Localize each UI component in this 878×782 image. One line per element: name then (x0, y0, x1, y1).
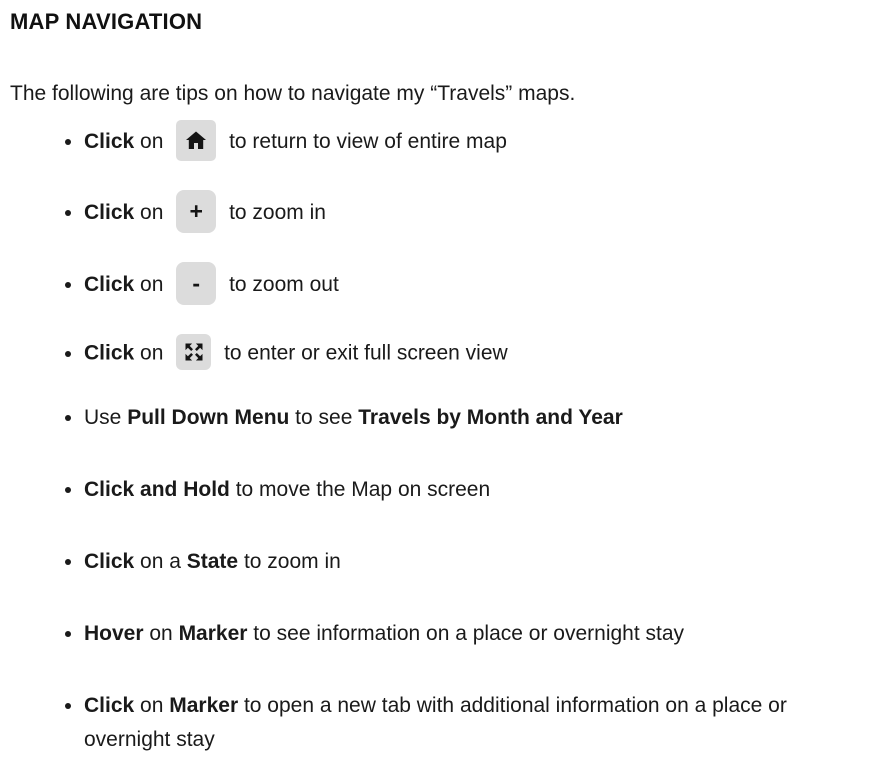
tip-text-bold: Click (84, 273, 135, 297)
tip-text: on a (134, 550, 187, 573)
tip-text: Use (84, 406, 128, 429)
list-item-pulldown-menu (84, 401, 862, 435)
tip-text-bold: Click (84, 201, 135, 225)
tip-text: on (134, 694, 170, 717)
tip-text-bold: Click (84, 694, 135, 717)
tip-text: on (143, 622, 179, 645)
list-item-fullscreen (84, 336, 862, 372)
tip-text-bold: Marker (178, 622, 248, 645)
zoom-out-button (176, 262, 216, 305)
plus-icon: + (189, 198, 203, 224)
tip-text-bold: Click and Hold (84, 478, 230, 501)
list-item-zoom-in (84, 192, 862, 235)
zoom-in-button (176, 190, 216, 233)
tip-text: to zoom out (223, 273, 339, 297)
tip-text: on (134, 201, 170, 225)
intro-text: The following are tips on how to navigate my “Travels” maps. (10, 82, 576, 105)
tips-list (10, 122, 862, 757)
list-item-state (84, 545, 862, 579)
tip-text-bold: Click (84, 550, 135, 573)
tip-text: to enter or exit full screen view (218, 341, 508, 365)
tip-text-bold: Marker (169, 694, 239, 717)
tip-text: to zoom in (223, 201, 326, 225)
list-item-click-hold (84, 473, 862, 507)
page-title: MAP NAVIGATION (10, 9, 203, 34)
list-item-hover-marker (84, 617, 862, 651)
tip-text: on (134, 341, 170, 365)
tip-text: on (134, 273, 170, 297)
home-button (176, 120, 216, 161)
tip-text-bold: Hover (84, 622, 144, 645)
tip-text: to return to view of entire map (223, 130, 507, 154)
tip-text: to see information on a place or overnight stay (247, 622, 685, 645)
list-item-click-marker (84, 689, 862, 757)
tip-text-bold: Click (84, 130, 135, 154)
home-icon (184, 129, 208, 153)
tip-text: to see (289, 406, 359, 429)
tip-text: on (134, 130, 170, 154)
tip-text-bold: Travels by Month and Year (358, 406, 623, 429)
tip-text: to open a new tab with additional information on a place or overnight stay (84, 694, 787, 751)
list-item-zoom-out (84, 264, 862, 307)
list-item-home (84, 122, 862, 163)
minus-icon: - (192, 270, 201, 296)
tip-text-bold: State (186, 550, 239, 573)
tip-text-bold: Click (84, 341, 135, 365)
fullscreen-button (176, 334, 211, 370)
fullscreen-arrows-icon (182, 340, 206, 364)
tip-text-bold: Pull Down Menu (127, 406, 290, 429)
tip-text: to move the Map on screen (229, 478, 491, 501)
tip-text: to zoom in (238, 550, 341, 573)
